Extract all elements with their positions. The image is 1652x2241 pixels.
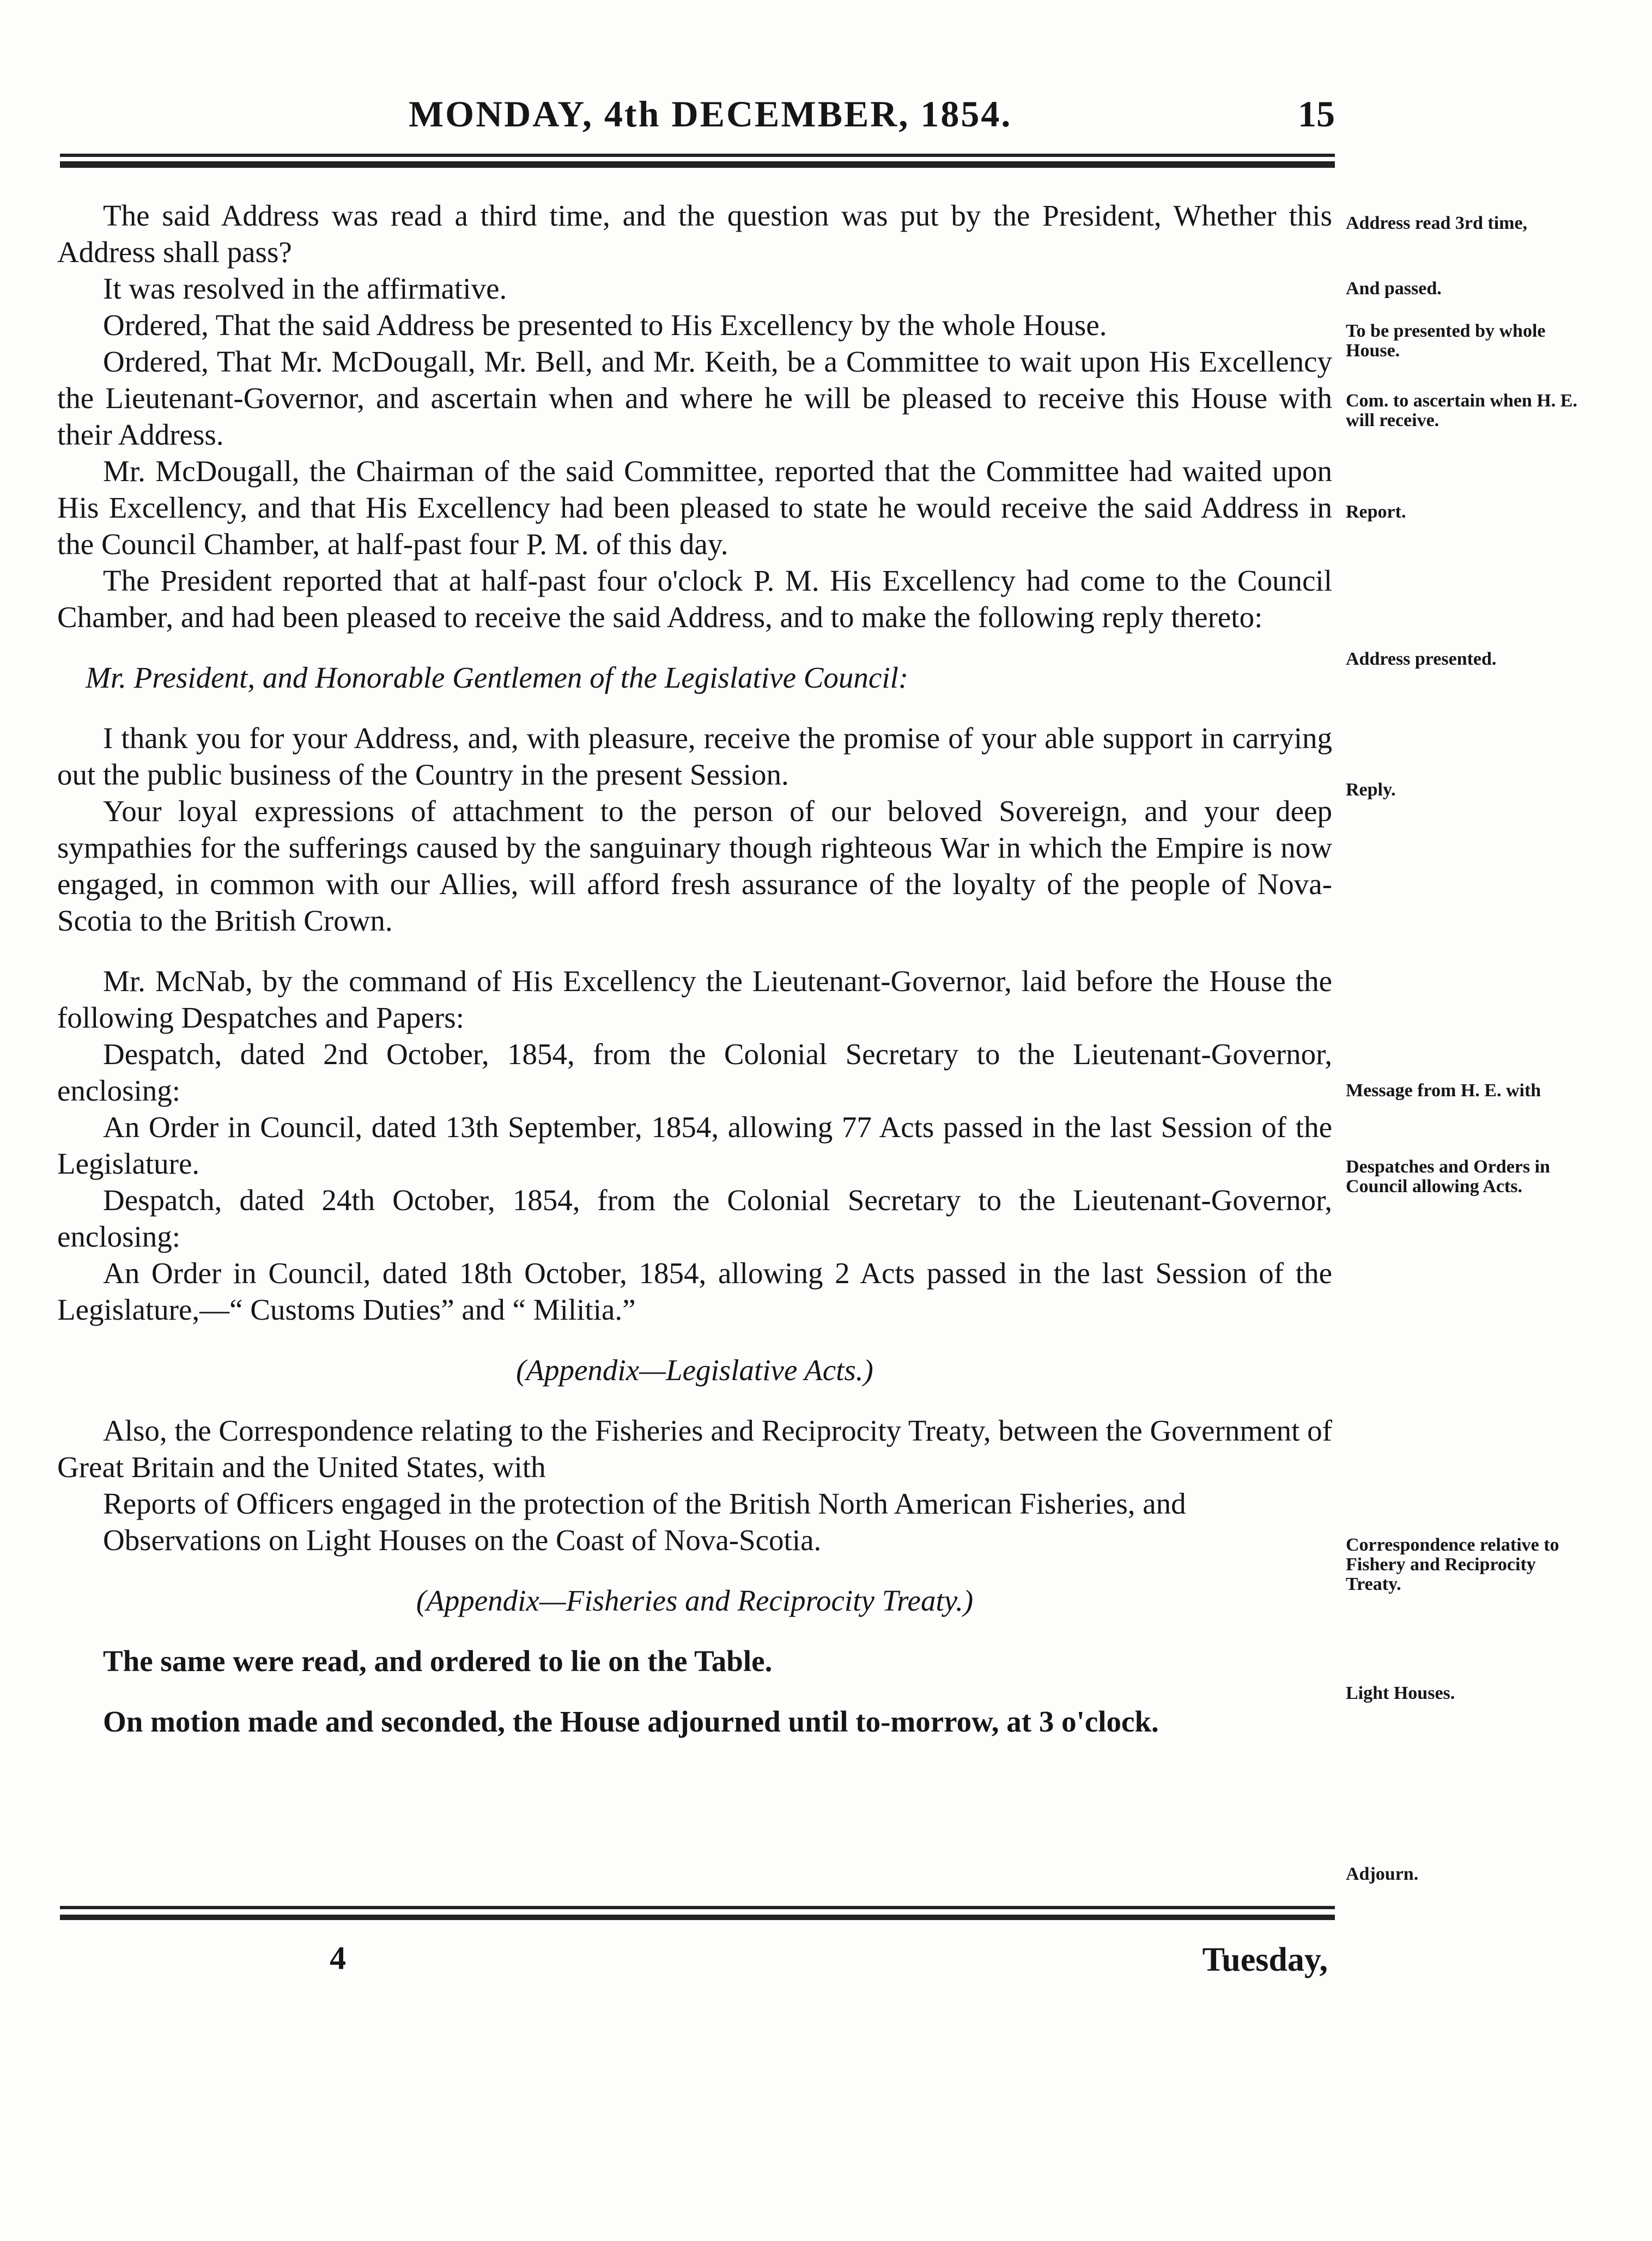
paragraph: An Order in Council, dated 13th September, 1854, allowing 77 Acts passed in the last Session of the Legislature. xyxy=(57,1110,1332,1180)
paragraph: Despatch, dated 2nd October, 1854, from the Colonial Secretary to the Lieutenant-Governor, enclosing: xyxy=(57,1037,1332,1107)
paragraph: Ordered, That the said Address be presented to His Excellency by the whole House. xyxy=(103,308,1107,342)
appendix-reference: (Appendix—Legislative Acts.) xyxy=(516,1353,873,1387)
paragraph: Observations on Light Houses on the Coast of Nova-Scotia. xyxy=(103,1523,822,1557)
margin-note: Message from H. E. with xyxy=(1346,1080,1541,1101)
appendix-reference: (Appendix—Fisheries and Reciprocity Treaty.) xyxy=(416,1584,974,1617)
margin-note: Correspondence relative to Fishery and Reciprocity Treaty. xyxy=(1346,1535,1559,1594)
margin-note: Address read 3rd time, xyxy=(1346,213,1528,233)
paragraph: Also, the Correspondence relating to the Fisheries and Reciprocity Treaty, between the Government of Great Britain and the United States, with xyxy=(57,1414,1332,1484)
paragraph: Your loyal expressions of attachment to the person of our beloved Sovereign, and your deep sympathies for the sufferings caused by the sanguinary though righteous War in which the Empire is now engaged, in common with our Allies, will afford fresh assurance of the loyalty of the people of Nova-Scotia to the British Crown. xyxy=(57,794,1332,937)
margin-note: Com. to ascertain when H. E. will receive. xyxy=(1346,391,1577,430)
catchword: Tuesday, xyxy=(1202,1941,1328,1978)
margin-note: Light Houses. xyxy=(1346,1683,1455,1703)
paragraph: The same were read, and ordered to lie on the Table. xyxy=(103,1644,773,1678)
margin-note: Reply. xyxy=(1346,780,1396,800)
paragraph: Mr. McNab, by the command of His Excellency the Lieutenant-Governor, laid before the House the following Despatches and Papers: xyxy=(57,964,1332,1034)
page-title: MONDAY, 4th DECEMBER, 1854. xyxy=(409,93,1012,135)
journal-body xyxy=(57,197,1332,1740)
paragraph: Despatch, dated 24th October, 1854, from the Colonial Secretary to the Lieutenant-Governor, enclosing: xyxy=(57,1183,1332,1253)
margin-note: And passed. xyxy=(1346,278,1442,299)
paragraph: Reports of Officers engaged in the protection of the British North American Fisheries, and xyxy=(103,1487,1186,1520)
paragraph: The President reported that at half-past four o'clock P. M. His Excellency had come to the Council Chamber, and had been pleased to receive the said Address, and to make the following reply thereto: xyxy=(57,564,1332,634)
paragraph: Ordered, That Mr. McDougall, Mr. Bell, and Mr. Keith, be a Committee to wait upon His Excellency the Lieutenant-Governor, and ascertain when and where he will be pleased to receive this House with their Address. xyxy=(57,345,1332,451)
page-number: 15 xyxy=(1298,93,1335,135)
paragraph: On motion made and seconded, the House adjourned until to-morrow, at 3 o'clock. xyxy=(103,1705,1159,1738)
margin-note: Despatches and Orders in Council allowing Acts. xyxy=(1346,1157,1550,1197)
paragraph: I thank you for your Address, and, with pleasure, receive the promise of your able support in carrying out the public business of the Country in the present Session. xyxy=(57,721,1332,791)
paragraph: An Order in Council, dated 18th October, 1854, allowing 2 Acts passed in the last Session of the Legislature,—“ Customs Duties” and “ Militia.” xyxy=(57,1256,1332,1326)
margin-note: Report. xyxy=(1346,502,1406,522)
margin-note: To be presented by whole House. xyxy=(1346,321,1546,361)
footer-rule xyxy=(60,1906,1335,1920)
paragraph: The said Address was read a third time, and the question was put by the President, Whether this Address shall pass? xyxy=(57,199,1332,269)
header-rule xyxy=(60,154,1335,168)
margin-note: Adjourn. xyxy=(1346,1864,1419,1884)
paragraph: It was resolved in the affirmative. xyxy=(103,272,507,305)
reply-salutation: Mr. President, and Honorable Gentlemen of the Legislative Council: xyxy=(86,661,909,694)
margin-note: Address presented. xyxy=(1346,649,1497,669)
signature-mark: 4 xyxy=(330,1940,346,1976)
paragraph: Mr. McDougall, the Chairman of the said Committee, reported that the Committee had waited upon His Excellency, and that His Excellency had been pleased to state he would receive the said Address in the Council Chamber, at half-past four P. M. of this day. xyxy=(57,454,1332,561)
page-header xyxy=(60,82,1335,147)
